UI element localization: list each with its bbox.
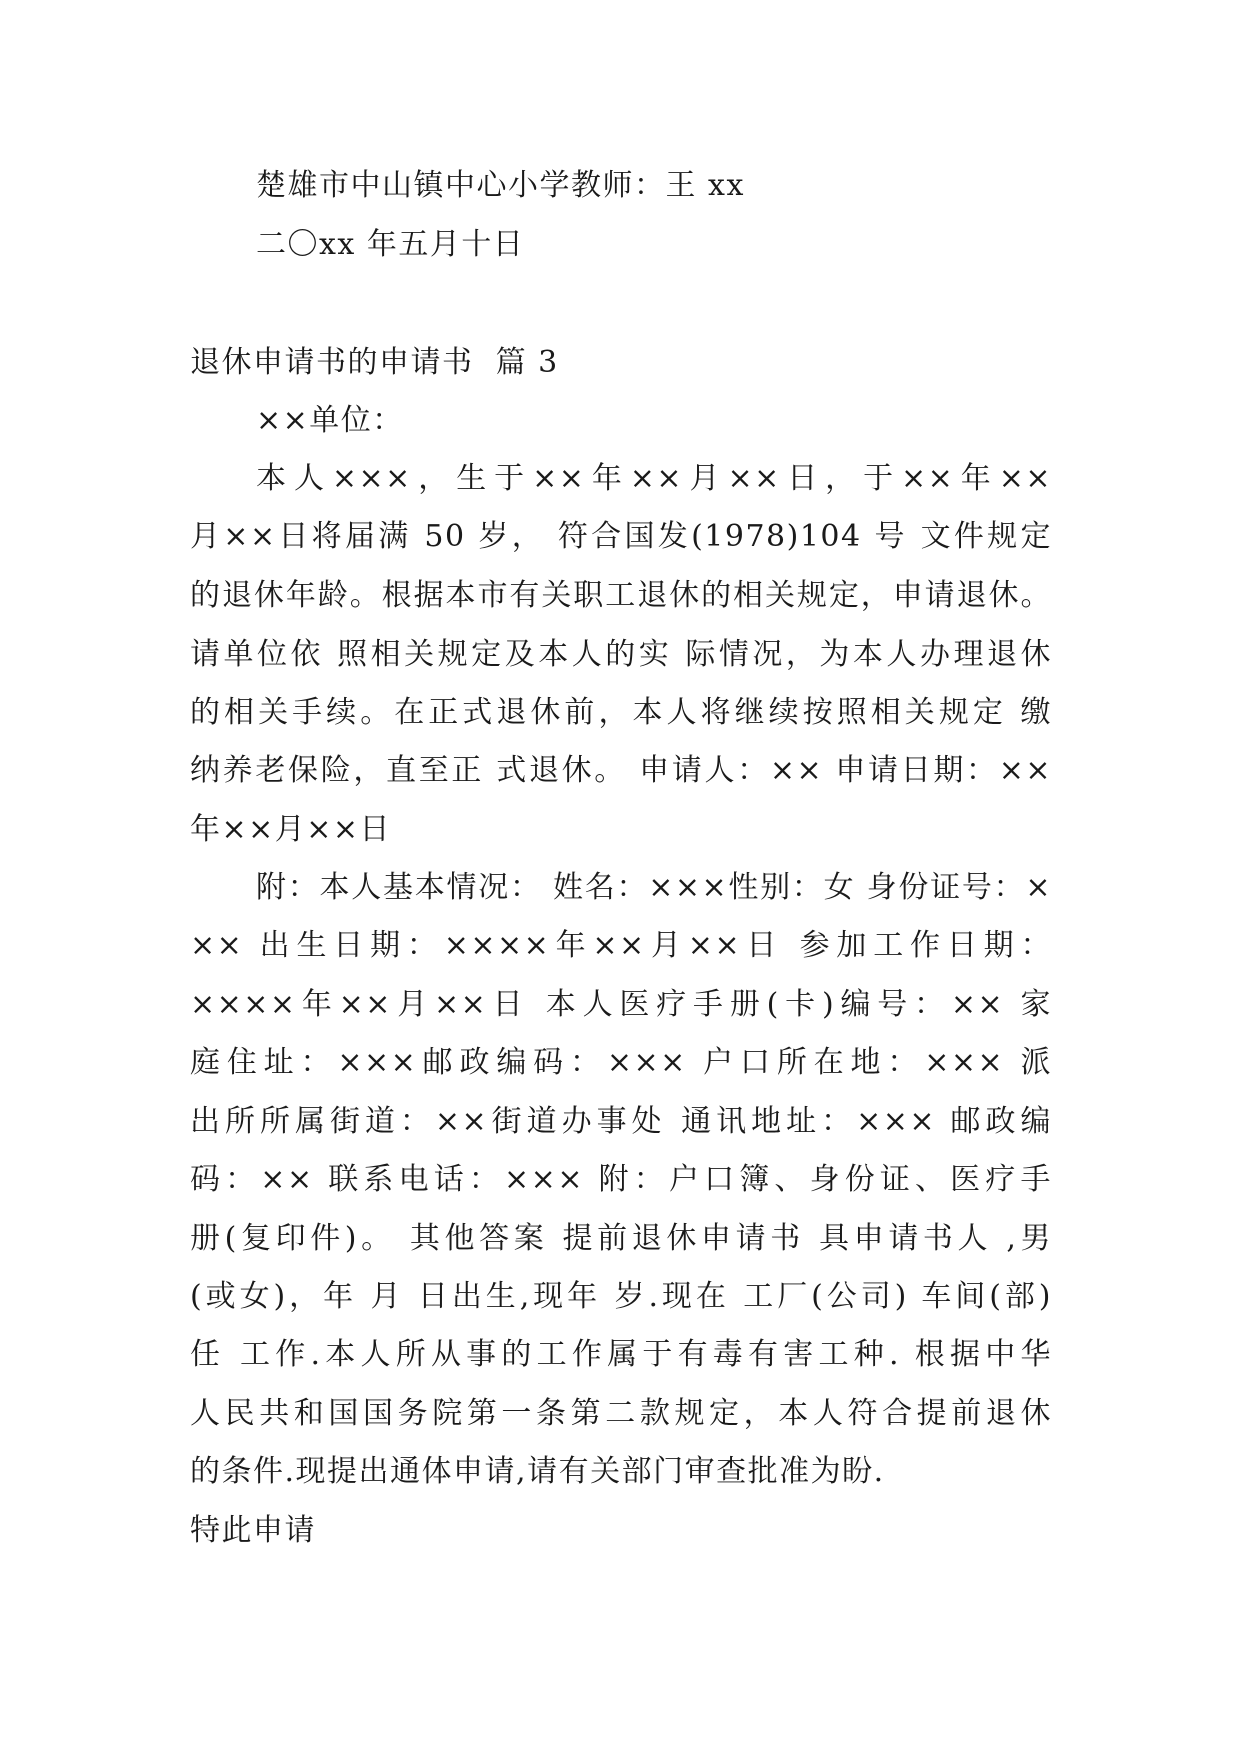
- section-heading: 退休申请书的申请书 篇 3: [190, 345, 559, 380]
- paragraph1-line: 的相关手续。在正式退休前，本人将继续按照相关规定 缴: [190, 695, 1052, 730]
- paragraph2-line: 出所所属街道：××街道办事处 通讯地址：××× 邮政编: [190, 1104, 1052, 1139]
- paragraph1-line: 的退休年龄。根据本市有关职工退休的相关规定，申请退休。: [190, 578, 1052, 613]
- paragraph2-line: 附：本人基本情况： 姓名：×××性别：女 身份证号：×: [256, 870, 1052, 905]
- paragraph2-line: ××××年××月××日 本人医疗手册(卡)编号：×× 家: [190, 987, 1052, 1022]
- salutation: ××单位：: [256, 403, 404, 438]
- closing-line: 特此申请: [190, 1513, 316, 1548]
- paragraph2-line: 码：×× 联系电话：××× 附：户口簿、身份证、医疗手: [190, 1162, 1052, 1197]
- paragraph2-line: 的条件.现提出通体申请,请有关部门审查批准为盼.: [190, 1454, 885, 1489]
- paragraph1-line: 本人×××，生于××年××月××日，于××年××: [256, 461, 1052, 496]
- paragraph2-line: 人民共和国国务院第一条第二款规定，本人符合提前退休: [190, 1396, 1052, 1431]
- paragraph1-line: 请单位依 照相关规定及本人的实 际情况，为本人办理退休: [190, 637, 1052, 672]
- paragraph1-line: 纳养老保险，直至正 式退休。 申请人：×× 申请日期：××: [190, 753, 1052, 788]
- paragraph1-line: 月××日将届满 50 岁， 符合国发(1978)104 号 文件规定: [190, 519, 1052, 554]
- paragraph2-line: 任 工作.本人所从事的工作属于有毒有害工种. 根据中华: [190, 1337, 1052, 1372]
- signer-line: 楚雄市中山镇中心小学教师：王 xx: [256, 168, 745, 203]
- paragraph2-line: 册(复印件)。 其他答案 提前退休申请书 具申请书人 ,男: [190, 1221, 1052, 1256]
- paragraph1-line: 年××月××日: [190, 812, 392, 847]
- paragraph2-line: ×× 出生日期：××××年××月××日 参加工作日期：: [190, 928, 1052, 963]
- paragraph2-line: (或女)，年 月 日出生,现年 岁.现在 工厂(公司) 车间(部): [190, 1279, 1052, 1314]
- signature-date: 二〇xx 年五月十日: [256, 227, 525, 262]
- paragraph2-line: 庭住址：×××邮政编码：××× 户口所在地：××× 派: [190, 1045, 1052, 1080]
